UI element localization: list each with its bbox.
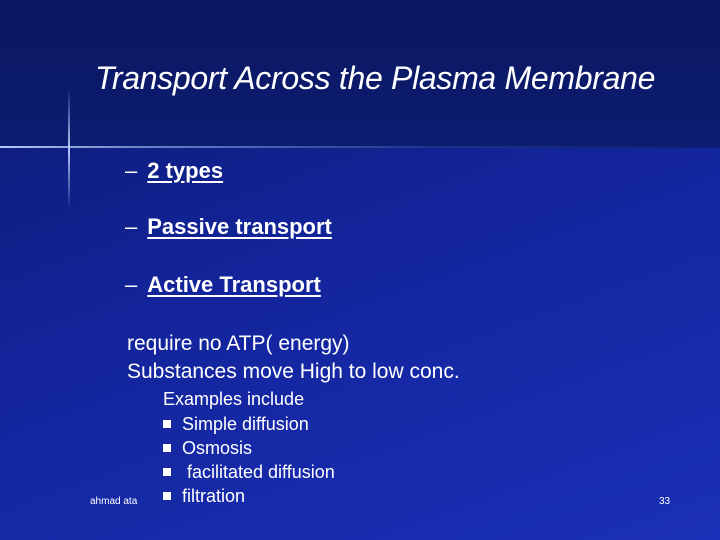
page-number: 33 <box>659 496 671 507</box>
body-line-no-atp: require no ATP( energy) <box>127 332 350 355</box>
list-item-label: filtration <box>182 486 246 506</box>
list-item <box>163 484 335 508</box>
body-line-high-to-low: Substances move High to low conc. <box>127 360 460 383</box>
square-bullet-icon <box>163 492 171 500</box>
bullet-text: 2 types <box>147 158 224 183</box>
decorative-vertical-line <box>68 88 70 210</box>
bullet-passive-transport <box>125 214 332 240</box>
bullet-active-transport <box>125 272 321 298</box>
list-item-label: Osmosis <box>182 438 253 458</box>
list-item <box>163 460 335 484</box>
footer-author: ahmad ata <box>90 496 138 507</box>
list-item <box>163 436 335 460</box>
bullet-dash: – <box>125 158 138 183</box>
square-bullet-icon <box>163 444 171 452</box>
list-item-label: facilitated diffusion <box>182 462 335 482</box>
square-bullet-icon <box>163 468 171 476</box>
list-item <box>163 412 335 436</box>
bullet-text: Active Transport <box>147 272 321 297</box>
bullet-dash: – <box>125 272 138 297</box>
list-item-label: Simple diffusion <box>182 414 309 434</box>
slide-title: Transport Across the Plasma Membrane <box>95 60 656 96</box>
decorative-horizontal-line <box>0 146 720 148</box>
examples-list <box>163 388 335 508</box>
bullet-types <box>125 158 223 184</box>
square-bullet-icon <box>163 420 171 428</box>
bullet-text: Passive transport <box>147 214 332 239</box>
examples-heading: Examples include <box>163 389 305 409</box>
bullet-dash: – <box>125 214 138 239</box>
